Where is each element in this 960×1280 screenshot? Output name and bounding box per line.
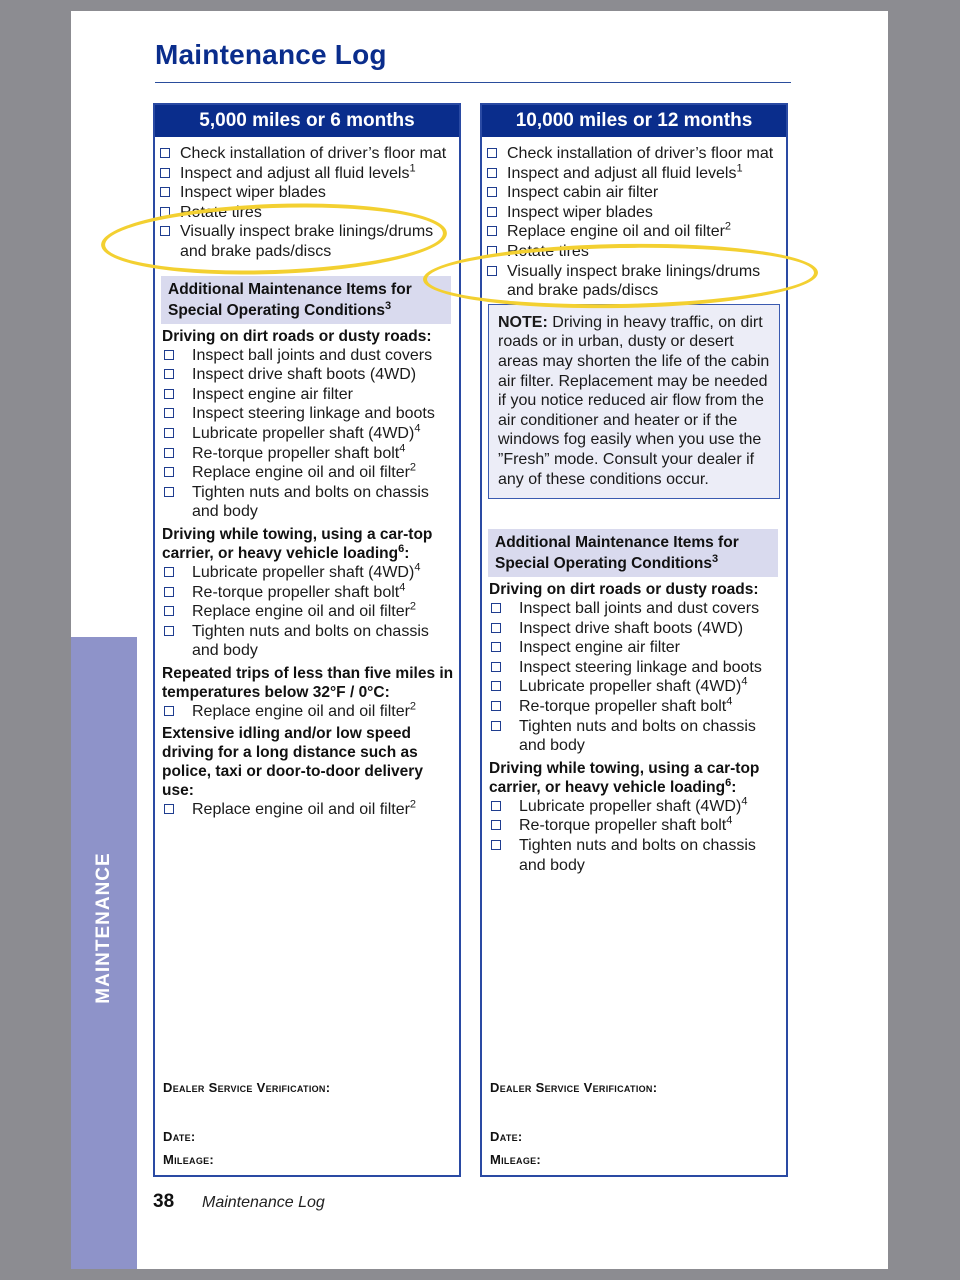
footnote-ref: 2 (409, 461, 417, 474)
checklist-item (155, 385, 459, 405)
checklist-item (155, 563, 459, 583)
checkbox[interactable] (164, 369, 174, 379)
section-heading-text: Driving while towing, using a car-top carrier, or heavy vehicle loading (162, 525, 433, 562)
footnote-ref: 6 (725, 776, 732, 789)
section-heading (155, 664, 459, 702)
checkbox[interactable] (487, 226, 497, 236)
footnote-ref: 2 (409, 799, 417, 812)
footnote-ref: 4 (399, 442, 406, 455)
checklist-item (482, 697, 786, 717)
special-sections (155, 327, 459, 821)
item-text: Tighten nuts and bolts on chassis and body (192, 483, 429, 521)
section-heading-text: Driving on dirt roads or dusty roads: (162, 327, 432, 345)
checklist-item (482, 619, 786, 639)
checklist-item (155, 800, 459, 820)
footnote-ref: 2 (409, 700, 417, 713)
section-checklist (155, 800, 459, 820)
item-text: Inspect steering linkage and boots (192, 405, 435, 423)
item-text: Visually inspect brake linings/drums and brake pads/discs (180, 223, 434, 260)
footnote-ref: 6 (398, 542, 405, 555)
checkbox[interactable] (487, 246, 497, 256)
item-text: Inspect ball joints and dust covers (192, 346, 433, 364)
footnote-ref: 2 (724, 221, 732, 234)
checkbox[interactable] (487, 168, 497, 178)
section-heading-text: Repeated trips of less than five miles in temperatures below 32°F / 0°C: (162, 664, 454, 701)
footnote-ref: 4 (399, 581, 406, 594)
additional-title: Additional Maintenance Items for Special Operating Conditions (495, 534, 739, 573)
item-text: Inspect wiper blades (180, 184, 326, 202)
item-text: Replace engine oil and oil filter (192, 464, 410, 482)
checklist-item (482, 717, 786, 756)
page-title: Maintenance Log (155, 39, 387, 70)
checkbox[interactable] (164, 408, 174, 418)
item-text: Tighten nuts and bolts on chassis and body (519, 837, 756, 874)
item-text: Inspect cabin air filter (507, 184, 659, 202)
checkbox[interactable] (160, 187, 170, 197)
item-text: Rotate tires (507, 242, 589, 260)
item-text: Replace engine oil and oil filter (192, 603, 410, 621)
item-text: Rotate tires (180, 203, 262, 221)
checkbox[interactable] (164, 448, 174, 458)
item-text: Inspect and adjust all fluid levels (507, 164, 737, 182)
checkbox[interactable] (491, 840, 501, 850)
checkbox[interactable] (160, 168, 170, 178)
checklist-item (155, 444, 459, 464)
footnote-ref: 4 (414, 422, 421, 435)
checklist-item (155, 203, 459, 223)
checklist-item (482, 222, 786, 242)
item-text: Inspect wiper blades (507, 203, 653, 221)
interval-column-5000 (153, 103, 461, 1177)
manual-page (71, 11, 888, 1269)
checkbox[interactable] (164, 567, 174, 577)
page-number: 38 (153, 1191, 175, 1212)
checklist-item (155, 424, 459, 444)
section-checklist (155, 702, 459, 722)
item-text: Inspect steering linkage and boots (519, 658, 762, 676)
note-box (488, 304, 780, 499)
checklist-item (482, 638, 786, 658)
item-text: Inspect drive shaft boots (4WD) (192, 366, 417, 384)
checklist-item (155, 365, 459, 385)
heading-colon: : (404, 544, 410, 562)
item-text: Inspect ball joints and dust covers (519, 600, 760, 618)
footnote-ref: 4 (741, 676, 748, 689)
checkbox[interactable] (491, 662, 501, 672)
footnote-ref: 4 (726, 815, 733, 828)
section-checklist (155, 563, 459, 661)
section-checklist (155, 346, 459, 522)
checkbox[interactable] (164, 350, 174, 360)
checkbox[interactable] (160, 207, 170, 217)
checklist-item (482, 816, 786, 836)
section-heading-text: Driving while towing, using a car-top carrier, or heavy vehicle loading (489, 759, 760, 796)
item-text: Re-torque propeller shaft bolt (519, 698, 727, 716)
checklist-item (155, 583, 459, 603)
checklist-item (155, 483, 459, 522)
checklist-item (482, 262, 786, 301)
item-text: Inspect engine air filter (192, 385, 353, 403)
note-text: Driving in heavy traffic, on dirt roads or in urban, dusty or desert areas may shorten the life of the cabin air filter. Replacement may be needed if you notice reduced air flow from the air conditioner and heater or if the windows fog easily when you use the ”Fresh” mode. Consult your dealer if any of these conditions occur. (498, 313, 770, 488)
note-label: NOTE: (498, 313, 548, 331)
item-text: Replace engine oil and oil filter (192, 702, 410, 720)
item-text: Check installation of driver’s floor mat (180, 145, 447, 162)
checklist-item (155, 144, 459, 164)
item-text: Inspect and adjust all fluid levels (180, 164, 410, 182)
item-text: Re-torque propeller shaft bolt (192, 444, 400, 462)
item-text: Replace engine oil and oil filter (192, 801, 410, 819)
mileage-label: Mileage: (163, 1152, 215, 1167)
item-text: Lubricate propeller shaft (4WD) (192, 424, 415, 442)
checkbox[interactable] (491, 603, 501, 613)
footnote-ref: 1 (736, 162, 743, 175)
checkbox[interactable] (491, 801, 501, 811)
checkbox[interactable] (164, 587, 174, 597)
footnote-ref: 1 (409, 162, 416, 175)
mileage-label: Mileage: (490, 1152, 542, 1167)
interval-column-10000 (480, 103, 788, 1177)
interval-header: 5,000 miles or 6 months (155, 105, 459, 137)
date-label: Date: (490, 1129, 523, 1144)
side-tab (71, 637, 137, 1269)
additional-title: Additional Maintenance Items for Special Operating Conditions (168, 280, 412, 319)
checkbox[interactable] (160, 148, 170, 158)
checklist-item (155, 622, 459, 661)
checklist-item (482, 242, 786, 262)
additional-band (488, 529, 778, 577)
checkbox[interactable] (487, 148, 497, 158)
checklist-item (482, 144, 786, 164)
additional-band-wrap (488, 529, 778, 577)
checkbox[interactable] (164, 467, 174, 477)
special-sections (482, 580, 786, 875)
checklist-item (482, 164, 786, 184)
item-text: Check installation of driver’s floor mat (507, 145, 774, 162)
checklist-item (155, 463, 459, 483)
footnote-ref: 4 (741, 795, 748, 808)
footnote-ref: 4 (414, 561, 421, 574)
checklist-item (155, 222, 459, 261)
checkbox[interactable] (491, 721, 501, 731)
footnote-ref: 4 (726, 695, 733, 708)
checklist-item (155, 602, 459, 622)
section-heading (155, 525, 459, 563)
heading-colon: : (731, 778, 737, 796)
checkbox[interactable] (487, 207, 497, 217)
title-rule (155, 82, 791, 83)
checkbox[interactable] (164, 706, 174, 716)
checkbox[interactable] (491, 820, 501, 830)
checklist-item (482, 797, 786, 817)
item-text: Re-torque propeller shaft bolt (519, 817, 727, 835)
item-text: Visually inspect brake linings/drums and brake pads/discs (507, 262, 761, 300)
additional-band-wrap (161, 276, 451, 324)
checklist-item (482, 203, 786, 223)
checkbox[interactable] (491, 701, 501, 711)
item-text: Lubricate propeller shaft (4WD) (519, 678, 742, 696)
checkbox[interactable] (164, 389, 174, 399)
checklist-item (155, 346, 459, 366)
section-heading (482, 580, 786, 599)
side-tab-label: MAINTENANCE (93, 852, 114, 1004)
checkbox[interactable] (164, 487, 174, 497)
item-text: Tighten nuts and bolts on chassis and body (519, 717, 756, 755)
item-text: Lubricate propeller shaft (4WD) (192, 563, 415, 581)
checklist-item (482, 658, 786, 678)
interval-header: 10,000 miles or 12 months (482, 105, 786, 137)
item-text: Re-torque propeller shaft bolt (192, 583, 400, 601)
section-heading-text: Driving on dirt roads or dusty roads: (489, 581, 759, 599)
section-heading (155, 724, 459, 800)
section-checklist (482, 599, 786, 756)
checkbox[interactable] (487, 187, 497, 197)
checklist-item (155, 702, 459, 722)
checkbox[interactable] (164, 428, 174, 438)
item-text: Inspect engine air filter (519, 639, 680, 657)
checkbox[interactable] (164, 606, 174, 616)
date-label: Date: (163, 1129, 196, 1144)
checkbox[interactable] (491, 681, 501, 691)
checkbox[interactable] (160, 226, 170, 236)
checkbox[interactable] (491, 623, 501, 633)
additional-band (161, 276, 451, 324)
checklist (482, 144, 786, 301)
checklist-item (155, 404, 459, 424)
item-text: Inspect drive shaft boots (4WD) (519, 619, 744, 637)
item-text: Replace engine oil and oil filter (507, 223, 725, 241)
additional-sup: 3 (385, 299, 392, 312)
footer-label: Maintenance Log (202, 1194, 325, 1211)
checklist-item (482, 599, 786, 619)
checklist (155, 144, 459, 262)
footnote-ref: 2 (409, 600, 417, 613)
checklist-item (482, 677, 786, 697)
section-heading-text: Extensive idling and/or low speed driving for a long distance such as police, taxi or door-to-door delivery use: (162, 725, 423, 800)
checklist-item (482, 836, 786, 875)
checklist-item (155, 183, 459, 203)
item-text: Lubricate propeller shaft (4WD) (519, 797, 742, 815)
section-heading (155, 327, 459, 346)
section-heading (482, 759, 786, 797)
checkbox[interactable] (164, 626, 174, 636)
dealer-verification-label: Dealer Service Verification: (163, 1080, 331, 1095)
section-checklist (482, 797, 786, 875)
checklist-item (482, 183, 786, 203)
checklist-item (155, 164, 459, 184)
dealer-verification-label: Dealer Service Verification: (490, 1080, 658, 1095)
checkbox[interactable] (164, 804, 174, 814)
item-text: Tighten nuts and bolts on chassis and body (192, 622, 429, 660)
additional-sup: 3 (712, 552, 719, 565)
checkbox[interactable] (491, 642, 501, 652)
checkbox[interactable] (487, 266, 497, 276)
